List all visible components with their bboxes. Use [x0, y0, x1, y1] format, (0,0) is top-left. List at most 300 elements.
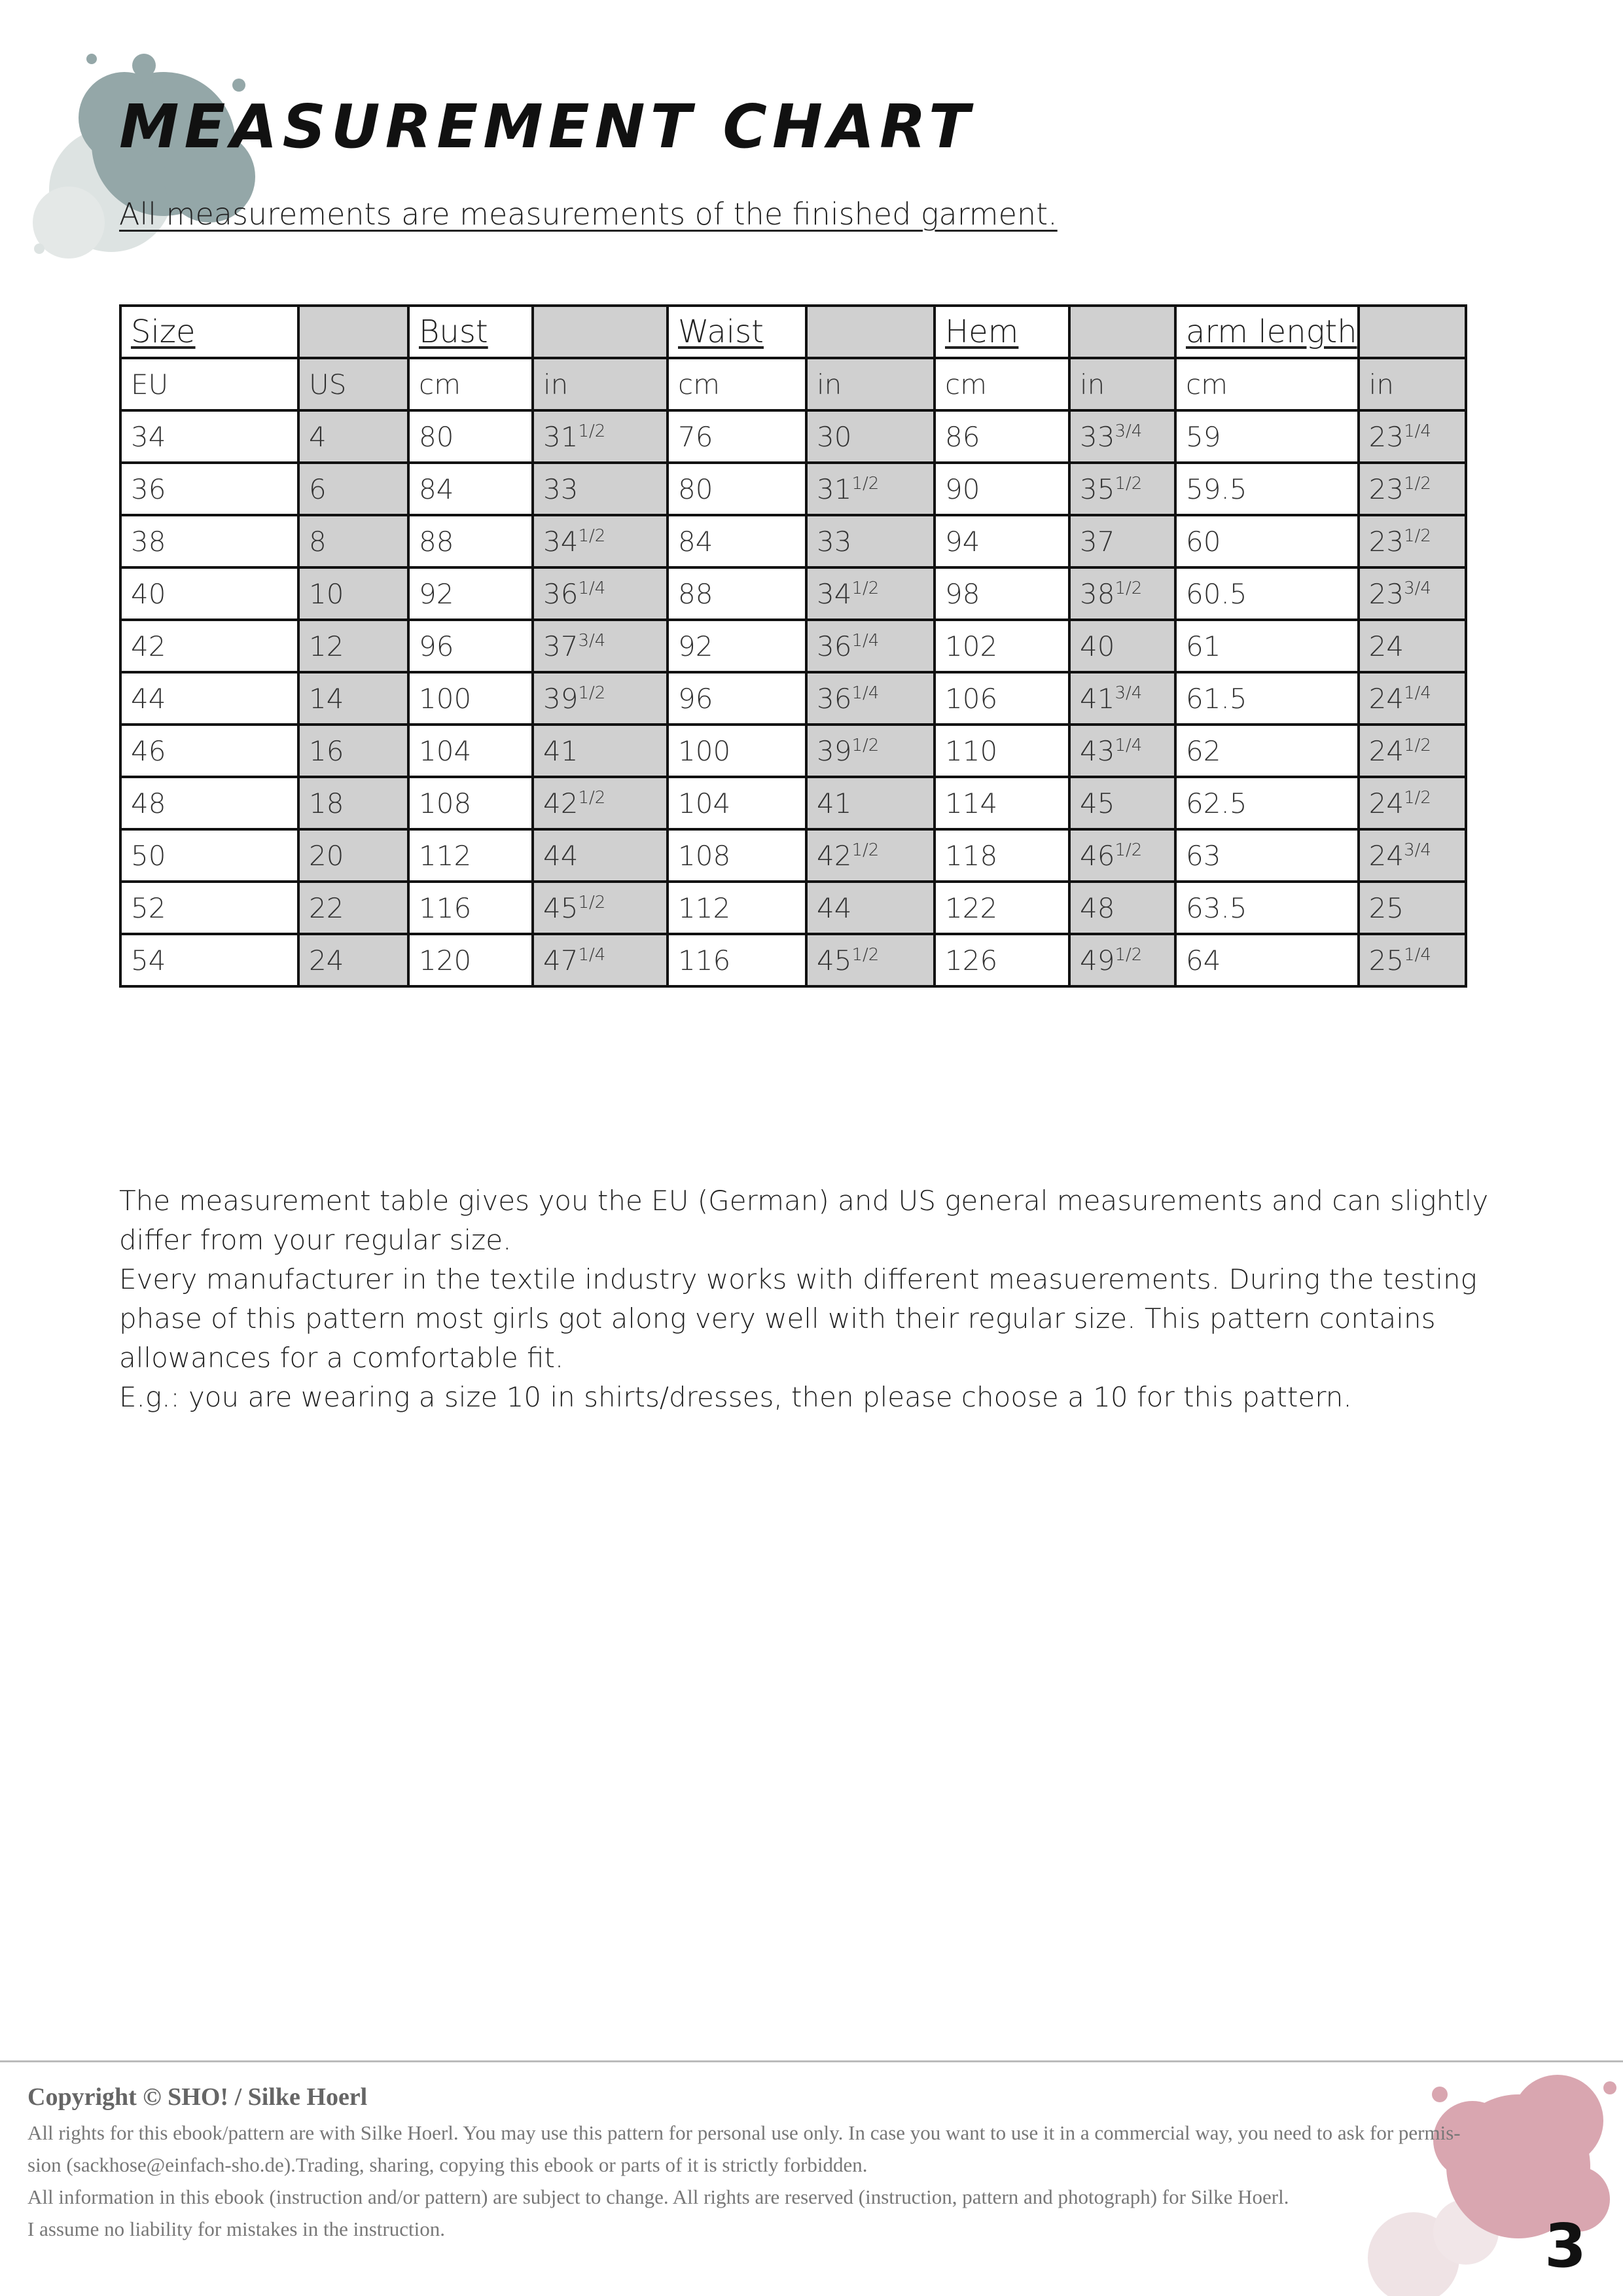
cell-value: 38	[131, 525, 166, 558]
cell-fraction: 1/4	[578, 944, 606, 965]
table-header-cell: in	[533, 358, 668, 410]
cell-value: 31	[817, 473, 852, 505]
cell-value: 34	[543, 525, 579, 558]
cell-value: 54	[131, 944, 166, 977]
cell-value: 4	[309, 420, 327, 453]
table-cell	[1069, 515, 1175, 567]
table-cell	[533, 620, 668, 672]
cell-value: 88	[419, 525, 454, 558]
table-row	[120, 777, 1466, 829]
cell-value: 35	[1080, 473, 1115, 505]
table-cell	[1175, 829, 1359, 882]
table-cell	[806, 463, 935, 515]
table-header-cell: Waist	[668, 306, 806, 358]
table-cell	[1175, 672, 1359, 725]
table-cell	[935, 410, 1069, 463]
table-cell	[806, 777, 935, 829]
cell-value: 60.5	[1186, 577, 1247, 610]
cell-fraction: 1/2	[1404, 526, 1431, 546]
cell-value: 20	[309, 839, 344, 872]
table-cell	[806, 515, 935, 567]
cell-value: 36	[131, 473, 166, 505]
table-cell	[935, 463, 1069, 515]
cell-fraction: 1/2	[578, 526, 606, 546]
table-cell	[408, 777, 533, 829]
cell-value: 12	[309, 630, 344, 662]
cell-value: 63.5	[1186, 891, 1247, 924]
table-cell	[533, 672, 668, 725]
table-cell	[533, 567, 668, 620]
table-header-cell: in	[806, 358, 935, 410]
table-cell	[935, 515, 1069, 567]
table-cell	[120, 620, 298, 672]
cell-value: 39	[817, 734, 852, 767]
cell-fraction: 1/2	[1115, 473, 1143, 493]
table-cell	[408, 620, 533, 672]
table-cell	[1069, 672, 1175, 725]
cell-value: 40	[131, 577, 166, 610]
table-cell	[935, 777, 1069, 829]
cell-value: 86	[945, 420, 980, 453]
table-row	[120, 672, 1466, 725]
cell-value: 42	[131, 630, 166, 662]
cell-fraction: 1/2	[851, 578, 880, 598]
cell-value: 37	[543, 630, 579, 662]
cell-value: 98	[945, 577, 980, 610]
cell-value: 108	[419, 787, 472, 819]
rights-notice	[27, 2117, 1585, 2245]
cell-value: 31	[543, 420, 579, 453]
cell-value: 90	[945, 473, 980, 505]
cell-fraction: 1/4	[1115, 735, 1143, 755]
cell-value: 23	[1368, 473, 1404, 505]
table-cell	[1359, 672, 1466, 725]
table-cell	[806, 410, 935, 463]
description	[119, 1181, 1533, 1417]
table-cell	[668, 410, 806, 463]
cell-value: 96	[419, 630, 454, 662]
cell-value: 24	[1368, 630, 1404, 662]
cell-fraction: 1/4	[851, 683, 880, 703]
rights-line: I assume no liability for mistakes in the instruction.	[27, 2217, 445, 2240]
table-cell	[1069, 410, 1175, 463]
cell-value: 62.5	[1186, 787, 1247, 819]
cell-fraction: 3/4	[1404, 578, 1431, 598]
table-row	[120, 620, 1466, 672]
cell-value: 36	[817, 630, 852, 662]
cell-fraction: 3/4	[1115, 421, 1143, 441]
cell-fraction: 1/2	[1115, 944, 1143, 965]
cell-value: 60	[1186, 525, 1221, 558]
cell-value: 120	[419, 944, 472, 977]
table-header-cell: Hem	[935, 306, 1069, 358]
table-cell	[120, 777, 298, 829]
cell-value: 44	[543, 839, 579, 872]
cell-value: 40	[1080, 630, 1115, 662]
cell-value: 49	[1080, 944, 1115, 977]
table-cell	[1069, 882, 1175, 934]
table-header-row	[120, 358, 1466, 410]
cell-value: 37	[1080, 525, 1115, 558]
table-cell	[1069, 725, 1175, 777]
table-cell	[935, 882, 1069, 934]
table-row	[120, 882, 1466, 934]
cell-value: 112	[419, 839, 472, 872]
table-cell	[408, 463, 533, 515]
table-cell	[1359, 934, 1466, 986]
table-cell	[1359, 620, 1466, 672]
cell-value: 23	[1368, 420, 1404, 453]
cell-value: 96	[678, 682, 713, 715]
cell-value: 10	[309, 577, 344, 610]
cell-value: 84	[678, 525, 713, 558]
cell-value: 104	[419, 734, 472, 767]
cell-value: 16	[309, 734, 344, 767]
cell-fraction: 1/2	[1115, 578, 1143, 598]
cell-value: 80	[419, 420, 454, 453]
cell-value: 45	[543, 891, 579, 924]
table-cell	[120, 463, 298, 515]
cell-value: 47	[543, 944, 579, 977]
cell-fraction: 1/4	[1404, 421, 1431, 441]
table-cell	[668, 829, 806, 882]
table-cell	[408, 934, 533, 986]
cell-value: 122	[945, 891, 998, 924]
table-cell	[120, 934, 298, 986]
cell-value: 34	[131, 420, 166, 453]
cell-value: 112	[678, 891, 731, 924]
table-cell	[1069, 829, 1175, 882]
table-cell	[298, 410, 408, 463]
cell-value: 45	[817, 944, 852, 977]
table-cell	[298, 777, 408, 829]
cell-value: 42	[543, 787, 579, 819]
cell-value: 39	[543, 682, 579, 715]
table-header-cell	[1069, 306, 1175, 358]
table-cell	[298, 620, 408, 672]
cell-value: 100	[419, 682, 472, 715]
cell-value: 36	[817, 682, 852, 715]
cell-value: 22	[309, 891, 344, 924]
table-cell	[1359, 410, 1466, 463]
table-cell	[806, 725, 935, 777]
cell-value: 76	[678, 420, 713, 453]
table-cell	[1175, 567, 1359, 620]
cell-value: 18	[309, 787, 344, 819]
table-cell	[408, 515, 533, 567]
table-row	[120, 515, 1466, 567]
cell-fraction: 1/2	[578, 683, 606, 703]
table-cell	[1069, 567, 1175, 620]
cell-value: 64	[1186, 944, 1221, 977]
cell-value: 52	[131, 891, 166, 924]
cell-fraction: 1/2	[578, 892, 606, 912]
cell-value: 14	[309, 682, 344, 715]
table-cell	[1069, 777, 1175, 829]
cell-value: 24	[1368, 734, 1404, 767]
table-cell	[668, 777, 806, 829]
cell-value: 50	[131, 839, 166, 872]
rights-line: All rights for this ebook/pattern are with Silke Hoerl. You may use this pattern for personal use only. In case you want to use it in a commercial way, you need to ask for permis-	[27, 2121, 1461, 2144]
table-cell	[298, 463, 408, 515]
table-cell	[1175, 515, 1359, 567]
table-cell	[1175, 463, 1359, 515]
table-cell	[298, 567, 408, 620]
cell-value: 44	[131, 682, 166, 715]
table-cell	[298, 672, 408, 725]
cell-value: 62	[1186, 734, 1221, 767]
table-cell	[120, 672, 298, 725]
table-cell	[408, 410, 533, 463]
cell-fraction: 1/4	[1404, 683, 1431, 703]
cell-value: 41	[817, 787, 852, 819]
table-header-cell: US	[298, 358, 408, 410]
table-cell	[668, 463, 806, 515]
cell-value: 33	[817, 525, 852, 558]
table-cell	[408, 882, 533, 934]
table-header-cell: cm	[408, 358, 533, 410]
table-row	[120, 463, 1466, 515]
table-cell	[120, 882, 298, 934]
cell-value: 41	[543, 734, 579, 767]
table-cell	[120, 410, 298, 463]
copyright-notice: Copyright © SHO! / Silke Hoerl	[27, 2083, 368, 2111]
cell-fraction: 3/4	[1115, 683, 1143, 703]
table-cell	[806, 620, 935, 672]
cell-value: 23	[1368, 525, 1404, 558]
table-header-cell	[1359, 306, 1466, 358]
cell-value: 45	[1080, 787, 1115, 819]
table-cell	[668, 882, 806, 934]
cell-fraction: 1/2	[851, 473, 880, 493]
cell-value: 92	[678, 630, 713, 662]
table-cell	[1359, 515, 1466, 567]
table-row	[120, 725, 1466, 777]
table-header-cell: Bust	[408, 306, 533, 358]
cell-value: 94	[945, 525, 980, 558]
rights-line: All information in this ebook (instruction and/or pattern) are subject to change. All rights are reserved (instruction, pattern and photograph) for Silke Hoerl.	[27, 2185, 1289, 2208]
table-cell	[668, 567, 806, 620]
cell-value: 24	[1368, 787, 1404, 819]
cell-value: 33	[1080, 420, 1115, 453]
cell-value: 8	[309, 525, 327, 558]
cell-value: 48	[131, 787, 166, 819]
cell-value: 63	[1186, 839, 1221, 872]
cell-value: 41	[1080, 682, 1115, 715]
cell-value: 59.5	[1186, 473, 1247, 505]
cell-value: 25	[1368, 891, 1404, 924]
cell-fraction: 1/2	[1404, 787, 1431, 808]
table-cell	[935, 620, 1069, 672]
table-row	[120, 567, 1466, 620]
table-cell	[668, 672, 806, 725]
table-cell	[935, 567, 1069, 620]
cell-value: 61	[1186, 630, 1221, 662]
description-paragraph: Every manufacturer in the textile industry works with different measuerements. During the testing phase of this pattern most girls got along very well with their regular size. This pattern contains allowances for a comfortable fit.	[119, 1263, 1477, 1374]
table-cell	[806, 567, 935, 620]
table-row	[120, 934, 1466, 986]
page-number: 3	[1544, 2211, 1587, 2281]
table-header-cell: cm	[668, 358, 806, 410]
table-cell	[298, 934, 408, 986]
table-cell	[1175, 777, 1359, 829]
cell-value: 44	[817, 891, 852, 924]
footer-divider	[0, 2060, 1623, 2062]
table-cell	[120, 567, 298, 620]
cell-fraction: 1/2	[851, 840, 880, 860]
description-paragraph: E.g.: you are wearing a size 10 in shirts/dresses, then please choose a 10 for this pattern.	[119, 1381, 1352, 1413]
cell-value: 42	[817, 839, 852, 872]
table-cell	[806, 672, 935, 725]
cell-value: 24	[1368, 682, 1404, 715]
cell-fraction: 1/2	[1404, 735, 1431, 755]
cell-value: 25	[1368, 944, 1404, 977]
table-cell	[120, 515, 298, 567]
cell-fraction: 1/4	[851, 630, 880, 651]
table-cell	[1175, 725, 1359, 777]
cell-value: 114	[945, 787, 998, 819]
cell-value: 24	[1368, 839, 1404, 872]
cell-value: 46	[1080, 839, 1115, 872]
description-paragraph: The measurement table gives you the EU (German) and US general measurements and can slightly differ from your regular size.	[119, 1185, 1489, 1256]
table-cell	[298, 829, 408, 882]
table-cell	[668, 515, 806, 567]
cell-value: 126	[945, 944, 998, 977]
table-row	[120, 829, 1466, 882]
table-cell	[1069, 934, 1175, 986]
cell-value: 59	[1186, 420, 1221, 453]
table-cell	[806, 934, 935, 986]
table-cell	[668, 725, 806, 777]
table-cell	[533, 410, 668, 463]
table-cell	[408, 829, 533, 882]
page-title: MEASUREMENT CHART	[119, 92, 975, 162]
cell-value: 106	[945, 682, 998, 715]
table-cell	[935, 934, 1069, 986]
table-cell	[533, 882, 668, 934]
table-cell	[1359, 725, 1466, 777]
cell-fraction: 1/2	[578, 787, 606, 808]
table-cell	[935, 725, 1069, 777]
cell-value: 84	[419, 473, 454, 505]
table-cell	[1175, 934, 1359, 986]
table-header-cell: cm	[935, 358, 1069, 410]
cell-value: 61.5	[1186, 682, 1247, 715]
table-cell	[1175, 620, 1359, 672]
cell-fraction: 1/4	[1404, 944, 1431, 965]
table-cell	[1069, 463, 1175, 515]
table-cell	[668, 620, 806, 672]
table-cell	[120, 725, 298, 777]
cell-fraction: 1/2	[1404, 473, 1431, 493]
table-header-row	[120, 306, 1466, 358]
table-cell	[806, 829, 935, 882]
table-cell	[935, 672, 1069, 725]
table-header-cell	[533, 306, 668, 358]
table-header-cell: in	[1069, 358, 1175, 410]
table-cell	[120, 829, 298, 882]
table-header-cell: in	[1359, 358, 1466, 410]
cell-value: 30	[817, 420, 852, 453]
cell-fraction: 1/4	[578, 578, 606, 598]
cell-fraction: 1/2	[851, 735, 880, 755]
measurement-table	[119, 304, 1467, 988]
table-header-cell	[806, 306, 935, 358]
table-cell	[533, 725, 668, 777]
cell-value: 24	[309, 944, 344, 977]
table-cell	[1069, 620, 1175, 672]
table-cell	[1359, 777, 1466, 829]
cell-value: 116	[419, 891, 472, 924]
cell-value: 46	[131, 734, 166, 767]
table-header-cell	[298, 306, 408, 358]
table-cell	[408, 672, 533, 725]
cell-value: 118	[945, 839, 998, 872]
cell-fraction: 1/2	[578, 421, 606, 441]
cell-fraction: 1/2	[1115, 840, 1143, 860]
table-cell	[806, 882, 935, 934]
table-cell	[1175, 882, 1359, 934]
table-header-cell: cm	[1175, 358, 1359, 410]
page-subtitle: All measurements are measurements of the finished garment.	[119, 196, 1058, 232]
table-cell	[408, 567, 533, 620]
cell-value: 108	[678, 839, 731, 872]
table-cell	[533, 829, 668, 882]
table-header-cell: arm length	[1175, 306, 1359, 358]
cell-value: 104	[678, 787, 731, 819]
cell-fraction: 3/4	[578, 630, 606, 651]
table-cell	[1359, 567, 1466, 620]
cell-fraction: 1/2	[851, 944, 880, 965]
table-cell	[668, 934, 806, 986]
table-cell	[1175, 410, 1359, 463]
table-cell	[298, 515, 408, 567]
table-cell	[298, 725, 408, 777]
table-cell	[1359, 882, 1466, 934]
cell-value: 102	[945, 630, 998, 662]
table-header-cell: EU	[120, 358, 298, 410]
cell-value: 33	[543, 473, 579, 505]
table-cell	[533, 777, 668, 829]
cell-value: 34	[817, 577, 852, 610]
cell-value: 6	[309, 473, 327, 505]
table-cell	[533, 934, 668, 986]
cell-value: 116	[678, 944, 731, 977]
cell-value: 36	[543, 577, 579, 610]
table-cell	[533, 463, 668, 515]
table-cell	[935, 829, 1069, 882]
cell-value: 38	[1080, 577, 1115, 610]
cell-value: 23	[1368, 577, 1404, 610]
cell-value: 88	[678, 577, 713, 610]
cell-value: 43	[1080, 734, 1115, 767]
cell-value: 100	[678, 734, 731, 767]
cell-fraction: 3/4	[1404, 840, 1431, 860]
cell-value: 110	[945, 734, 998, 767]
table-header-cell: Size	[120, 306, 298, 358]
table-cell	[408, 725, 533, 777]
rights-line: sion (sackhose@einfach-sho.de).Trading, sharing, copying this ebook or parts of it is strictly forbidden.	[27, 2153, 868, 2176]
table-cell	[1359, 463, 1466, 515]
table-cell	[533, 515, 668, 567]
table-cell	[298, 882, 408, 934]
footer	[27, 2083, 1585, 2245]
table-row	[120, 410, 1466, 463]
cell-value: 92	[419, 577, 454, 610]
table-cell	[1359, 829, 1466, 882]
cell-value: 48	[1080, 891, 1115, 924]
cell-value: 80	[678, 473, 713, 505]
